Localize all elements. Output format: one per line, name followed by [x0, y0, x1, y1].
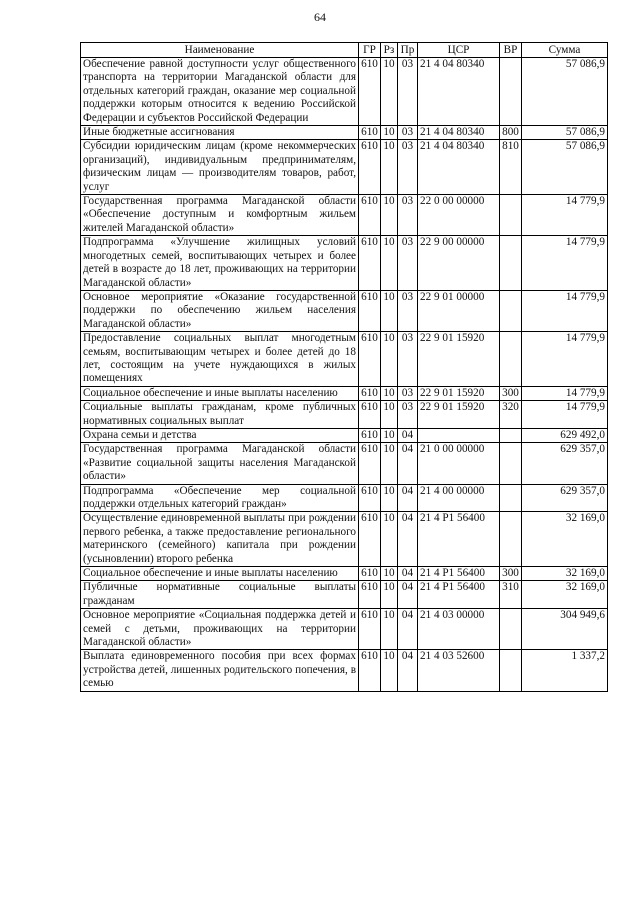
row-pr: 03 — [398, 195, 418, 236]
row-amount: 629 492,0 — [522, 428, 608, 442]
row-name: Основное мероприятие «Оказание государственной поддержки по обеспечению жильем населения Магаданской области» — [81, 290, 359, 331]
row-rz: 10 — [381, 581, 398, 609]
table-row — [81, 126, 608, 140]
row-csr: 22 9 01 00000 — [418, 290, 500, 331]
row-gr: 610 — [359, 126, 381, 140]
row-name: Обеспечение равной доступности услуг общественного транспорта на территории Магаданской области для отдельных категорий граждан, оказание мер социальной поддержки которым относится к ведению Российской Федерации и субъектов Российской Федерации — [81, 58, 359, 126]
row-csr: 22 9 00 00000 — [418, 236, 500, 291]
row-name: Социальное обеспечение и иные выплаты населению — [81, 567, 359, 581]
header-rz: Рз — [381, 43, 398, 58]
row-amount: 14 779,9 — [522, 386, 608, 400]
row-gr: 610 — [359, 401, 381, 429]
row-vr — [500, 484, 522, 512]
table-row — [81, 236, 608, 291]
header-pr: Пр — [398, 43, 418, 58]
row-csr: 21 4 04 80340 — [418, 140, 500, 195]
header-amount: Сумма — [522, 43, 608, 58]
row-rz: 10 — [381, 609, 398, 650]
table-row — [81, 386, 608, 400]
header-name: Наименование — [81, 43, 359, 58]
row-amount: 14 779,9 — [522, 195, 608, 236]
row-csr: 22 0 00 00000 — [418, 195, 500, 236]
row-amount: 57 086,9 — [522, 140, 608, 195]
row-pr: 03 — [398, 126, 418, 140]
table-row — [81, 401, 608, 429]
header-vr: ВР — [500, 43, 522, 58]
page-number: 64 — [314, 10, 326, 24]
table-row — [81, 443, 608, 484]
table-row — [81, 290, 608, 331]
row-rz: 10 — [381, 567, 398, 581]
row-csr: 21 4 P1 56400 — [418, 581, 500, 609]
row-pr: 04 — [398, 512, 418, 567]
row-rz: 10 — [381, 428, 398, 442]
row-rz: 10 — [381, 236, 398, 291]
row-rz: 10 — [381, 126, 398, 140]
row-name: Иные бюджетные ассигнования — [81, 126, 359, 140]
row-name: Осуществление единовременной выплаты при рождении первого ребенка, а также предоставление регионального материнского (семейного) капитала при рождении (усыновлении) второго ребенка — [81, 512, 359, 567]
header-csr: ЦСР — [418, 43, 500, 58]
budget-table — [80, 42, 608, 692]
row-csr: 21 4 04 80340 — [418, 126, 500, 140]
row-gr: 610 — [359, 58, 381, 126]
row-pr: 03 — [398, 290, 418, 331]
row-amount: 629 357,0 — [522, 484, 608, 512]
row-csr: 21 4 03 52600 — [418, 650, 500, 691]
row-pr: 03 — [398, 401, 418, 429]
row-pr: 04 — [398, 581, 418, 609]
row-name: Подпрограмма «Улучшение жилищных условий многодетных семей, воспитывающих четырех и более детей в возрасте до 18 лет, проживающих на территории Магаданской области» — [81, 236, 359, 291]
row-gr: 610 — [359, 332, 381, 387]
row-gr: 610 — [359, 290, 381, 331]
row-rz: 10 — [381, 512, 398, 567]
row-pr: 03 — [398, 58, 418, 126]
row-amount: 629 357,0 — [522, 443, 608, 484]
row-vr — [500, 195, 522, 236]
table-row — [81, 332, 608, 387]
table-row — [81, 58, 608, 126]
row-name: Подпрограмма «Обеспечение мер социальной поддержки отдельных категорий граждан» — [81, 484, 359, 512]
row-pr: 03 — [398, 332, 418, 387]
table-row — [81, 512, 608, 567]
table-row — [81, 609, 608, 650]
row-name: Публичные нормативные социальные выплаты гражданам — [81, 581, 359, 609]
row-pr: 04 — [398, 443, 418, 484]
row-pr: 04 — [398, 484, 418, 512]
table-row — [81, 140, 608, 195]
row-amount: 14 779,9 — [522, 236, 608, 291]
table-row — [81, 581, 608, 609]
row-vr: 300 — [500, 567, 522, 581]
row-pr: 04 — [398, 609, 418, 650]
row-vr — [500, 428, 522, 442]
row-amount: 57 086,9 — [522, 126, 608, 140]
row-name: Выплата единовременного пособия при всех формах устройства детей, лишенных родительского попечения, в семью — [81, 650, 359, 691]
row-vr — [500, 332, 522, 387]
row-amount: 57 086,9 — [522, 58, 608, 126]
row-csr: 22 9 01 15920 — [418, 386, 500, 400]
row-csr: 22 9 01 15920 — [418, 401, 500, 429]
row-amount: 14 779,9 — [522, 290, 608, 331]
row-pr: 03 — [398, 386, 418, 400]
row-gr: 610 — [359, 650, 381, 691]
row-gr: 610 — [359, 140, 381, 195]
table-row — [81, 428, 608, 442]
row-name: Государственная программа Магаданской области «Развитие социальной защиты населения Магаданской области» — [81, 443, 359, 484]
row-gr: 610 — [359, 195, 381, 236]
row-csr: 21 4 P1 56400 — [418, 567, 500, 581]
row-vr — [500, 512, 522, 567]
row-rz: 10 — [381, 195, 398, 236]
row-amount: 304 949,6 — [522, 609, 608, 650]
row-pr: 04 — [398, 428, 418, 442]
row-rz: 10 — [381, 58, 398, 126]
row-rz: 10 — [381, 484, 398, 512]
row-vr — [500, 650, 522, 691]
row-csr — [418, 428, 500, 442]
row-pr: 04 — [398, 650, 418, 691]
row-csr: 21 4 00 00000 — [418, 484, 500, 512]
row-gr: 610 — [359, 386, 381, 400]
row-csr: 21 4 03 00000 — [418, 609, 500, 650]
row-vr — [500, 609, 522, 650]
row-csr: 21 0 00 00000 — [418, 443, 500, 484]
row-amount: 32 169,0 — [522, 581, 608, 609]
row-rz: 10 — [381, 650, 398, 691]
row-csr: 22 9 01 15920 — [418, 332, 500, 387]
row-gr: 610 — [359, 567, 381, 581]
row-rz: 10 — [381, 386, 398, 400]
table-row — [81, 484, 608, 512]
row-amount: 14 779,9 — [522, 332, 608, 387]
row-name: Охрана семьи и детства — [81, 428, 359, 442]
row-rz: 10 — [381, 290, 398, 331]
row-name: Предоставление социальных выплат многодетным семьям, воспитывающим четырех и более детей до 18 лет, состоящим на учете нуждающихся в жилых помещениях — [81, 332, 359, 387]
row-vr: 800 — [500, 126, 522, 140]
row-amount: 32 169,0 — [522, 567, 608, 581]
table-row — [81, 567, 608, 581]
row-gr: 610 — [359, 443, 381, 484]
header-gr: ГР — [359, 43, 381, 58]
row-amount: 1 337,2 — [522, 650, 608, 691]
row-vr — [500, 58, 522, 126]
row-name: Социальное обеспечение и иные выплаты населению — [81, 386, 359, 400]
row-gr: 610 — [359, 609, 381, 650]
row-csr: 21 4 04 80340 — [418, 58, 500, 126]
row-vr: 810 — [500, 140, 522, 195]
row-vr — [500, 290, 522, 331]
row-csr: 21 4 P1 56400 — [418, 512, 500, 567]
table-row — [81, 650, 608, 691]
row-gr: 610 — [359, 581, 381, 609]
row-amount: 14 779,9 — [522, 401, 608, 429]
row-vr — [500, 443, 522, 484]
row-pr: 04 — [398, 567, 418, 581]
row-amount: 32 169,0 — [522, 512, 608, 567]
row-rz: 10 — [381, 140, 398, 195]
row-vr: 300 — [500, 386, 522, 400]
table-row — [81, 195, 608, 236]
row-gr: 610 — [359, 484, 381, 512]
row-rz: 10 — [381, 332, 398, 387]
row-vr — [500, 236, 522, 291]
row-pr: 03 — [398, 140, 418, 195]
row-rz: 10 — [381, 443, 398, 484]
row-name: Основное мероприятие «Социальная поддержка детей и семей с детьми, проживающих на территории Магаданской области» — [81, 609, 359, 650]
row-gr: 610 — [359, 236, 381, 291]
row-gr: 610 — [359, 428, 381, 442]
row-vr: 310 — [500, 581, 522, 609]
row-gr: 610 — [359, 512, 381, 567]
table-header-row — [81, 43, 608, 58]
row-name: Субсидии юридическим лицам (кроме некоммерческих организаций), индивидуальным предпринимателям, физическим лицам — производителям товаров, работ, услуг — [81, 140, 359, 195]
row-pr: 03 — [398, 236, 418, 291]
row-vr: 320 — [500, 401, 522, 429]
row-name: Социальные выплаты гражданам, кроме публичных нормативных социальных выплат — [81, 401, 359, 429]
row-rz: 10 — [381, 401, 398, 429]
row-name: Государственная программа Магаданской области «Обеспечение доступным и комфортным жильем жителей Магаданской области» — [81, 195, 359, 236]
